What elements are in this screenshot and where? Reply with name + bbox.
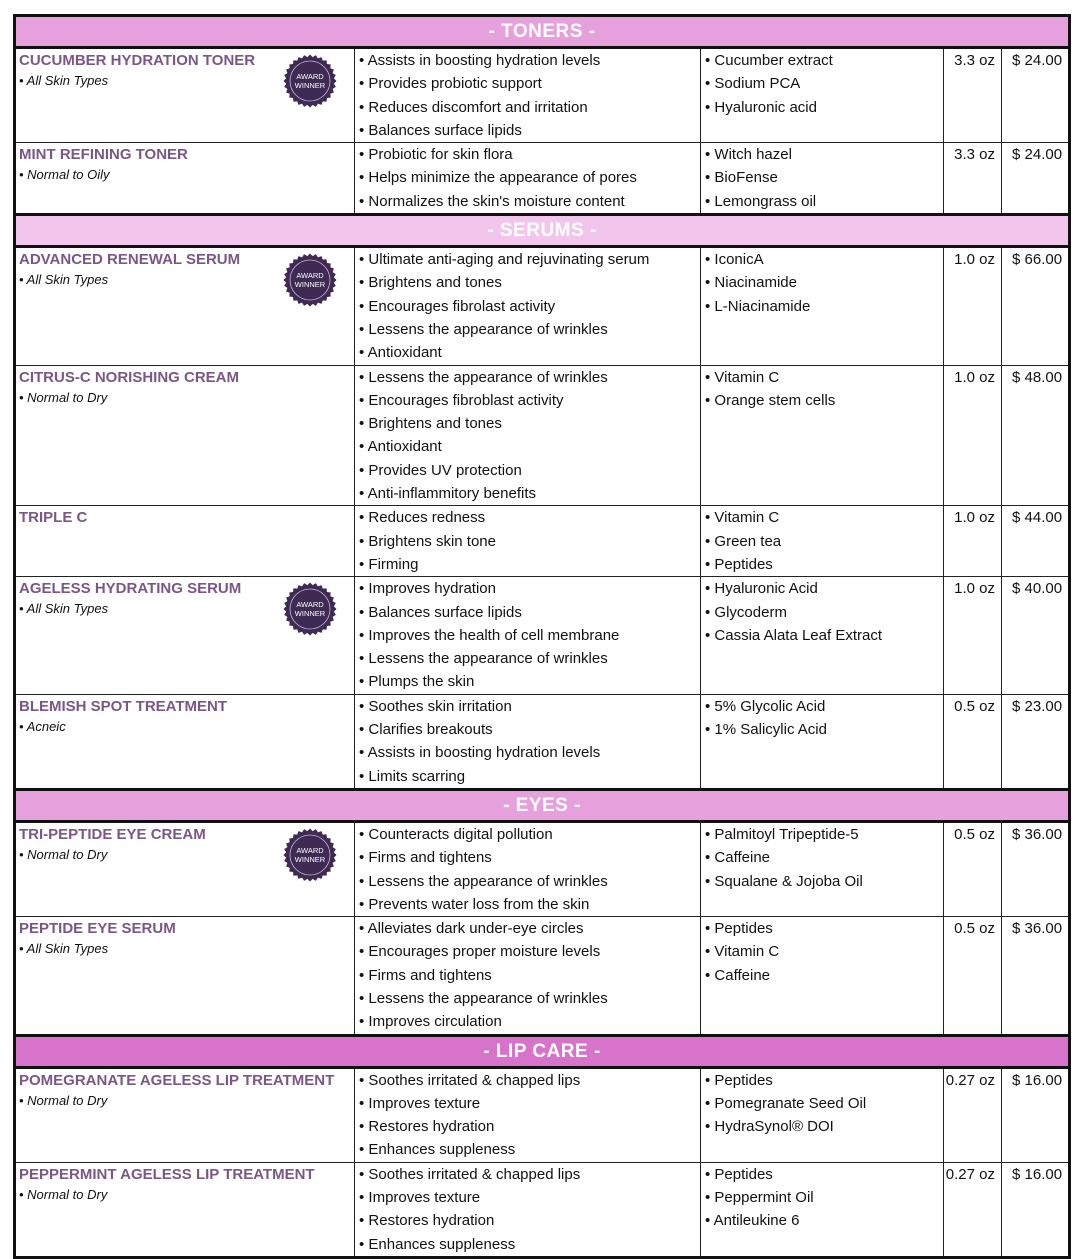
product-size: 0.5 oz — [944, 821, 1002, 916]
product-name: ADVANCED RENEWAL SERUM — [19, 251, 241, 269]
ingredient-item: • Caffeine — [705, 849, 771, 867]
benefit-item: • Encourages proper moisture levels — [359, 943, 601, 961]
section-header-serums — [15, 215, 1070, 247]
ingredient-item: • Lemongrass oil — [705, 192, 817, 210]
product-name: BLEMISH SPOT TREATMENT — [19, 697, 228, 715]
benefit-item: • Limits scarring — [359, 767, 466, 785]
product-name: PEPTIDE EYE SERUM — [19, 920, 176, 938]
ingredients-cell — [701, 48, 944, 143]
ingredients-list — [701, 695, 943, 742]
product-size: 0.5 oz — [944, 917, 1002, 1035]
skin-type: • All Skin Types — [19, 272, 109, 288]
benefits-list — [355, 917, 700, 1033]
skin-type: • All Skin Types — [19, 941, 109, 957]
skin-type: • Normal to Dry — [19, 389, 108, 405]
product-row — [15, 506, 1070, 577]
benefit-item: • Firms and tightens — [359, 849, 492, 867]
skin-type: • Normal to Dry — [19, 846, 108, 862]
product-cell — [15, 821, 355, 916]
ingredients-cell — [701, 577, 944, 694]
ingredient-item: • Squalane & Jojoba Oil — [705, 872, 863, 890]
benefit-item: • Helps minimize the appearance of pores — [359, 169, 637, 187]
benefit-item: • Brightens and tones — [359, 415, 502, 433]
product-row — [15, 48, 1070, 143]
ingredients-list — [701, 1163, 943, 1233]
ingredients-list — [701, 917, 943, 987]
ingredient-item: • Palmitoyl Tripeptide-5 — [705, 825, 859, 843]
ingredient-item: • HydraSynol® DOI — [705, 1118, 834, 1136]
award-winner-badge-icon — [283, 253, 337, 307]
ingredient-item: • Glycoderm — [705, 603, 787, 621]
benefits-cell — [355, 247, 701, 365]
ingredients-cell — [701, 917, 944, 1035]
badge-text: AWARD — [296, 72, 324, 81]
award-winner-badge-icon — [283, 582, 337, 636]
benefit-item: • Restores hydration — [359, 1212, 495, 1230]
benefits-cell — [355, 917, 701, 1035]
product-price: $ 40.00 — [1002, 577, 1070, 694]
benefit-item: • Reduces discomfort and irritation — [359, 98, 588, 116]
section-title: - EYES - — [15, 789, 1070, 821]
skin-type: • Normal to Dry — [19, 1186, 108, 1202]
ingredient-item: • Sodium PCA — [705, 75, 801, 93]
benefit-item: • Lessens the appearance of wrinkles — [359, 368, 608, 386]
product-cell — [15, 506, 355, 577]
benefit-item: • Ultimate anti-aging and rejuvinating serum — [359, 251, 650, 269]
benefits-list — [355, 366, 700, 506]
ingredient-item: • Niacinamide — [705, 274, 797, 292]
ingredients-cell — [701, 1162, 944, 1257]
benefits-list — [355, 577, 700, 693]
skin-type: • Normal to Dry — [19, 1092, 108, 1108]
benefit-item: • Anti-inflammitory benefits — [359, 485, 536, 503]
product-price: $ 23.00 — [1002, 694, 1070, 789]
benefit-item: • Enhances suppleness — [359, 1235, 516, 1253]
product-name: PEPPERMINT AGELESS LIP TREATMENT — [19, 1165, 315, 1183]
product-cell — [15, 1162, 355, 1257]
benefit-item: • Brightens and tones — [359, 274, 502, 292]
benefits-list — [355, 143, 700, 213]
product-row — [15, 694, 1070, 789]
benefits-cell — [355, 694, 701, 789]
benefits-cell — [355, 1067, 701, 1162]
award-winner-badge-icon — [283, 54, 337, 108]
product-cell — [15, 247, 355, 365]
benefits-cell — [355, 1162, 701, 1257]
benefit-item: • Firms and tightens — [359, 966, 492, 984]
product-row — [15, 143, 1070, 215]
product-price: $ 36.00 — [1002, 821, 1070, 916]
product-price: $ 48.00 — [1002, 365, 1070, 506]
skin-type: • All Skin Types — [19, 73, 109, 88]
product-size: 3.3 oz — [944, 48, 1002, 143]
product-size: 0.5 oz — [944, 694, 1002, 789]
product-cell — [15, 577, 355, 694]
product-price: $ 24.00 — [1002, 48, 1070, 143]
section-title: - SERUMS - — [15, 215, 1070, 247]
ingredients-list — [701, 1069, 943, 1139]
product-table — [13, 14, 1071, 1259]
ingredient-item: • Peptides — [705, 1071, 773, 1089]
benefit-item: • Encourages fibroblast activity — [359, 391, 564, 409]
benefit-item: • Balances surface lipids — [359, 121, 522, 139]
badge-text: AWARD — [296, 271, 324, 281]
ingredients-list — [701, 506, 943, 576]
product-price: $ 16.00 — [1002, 1162, 1070, 1257]
benefit-item: • Provides probiotic support — [359, 75, 542, 93]
ingredients-list — [701, 577, 943, 647]
skin-type: • Acneic — [19, 718, 66, 734]
benefit-item: • Improves the health of cell membrane — [359, 626, 620, 644]
benefit-item: • Lessens the appearance of wrinkles — [359, 650, 608, 668]
benefits-cell — [355, 821, 701, 916]
benefit-item: • Improves texture — [359, 1189, 481, 1207]
product-row — [15, 247, 1070, 365]
benefit-item: • Lessens the appearance of wrinkles — [359, 989, 608, 1007]
ingredient-item: • Vitamin C — [705, 943, 780, 961]
ingredient-item: • Peptides — [705, 1165, 773, 1183]
ingredients-cell — [701, 143, 944, 215]
benefit-item: • Counteracts digital pollution — [359, 825, 553, 843]
product-cell — [15, 143, 355, 215]
product-cell — [15, 48, 355, 143]
section-title: - LIP CARE - — [15, 1035, 1070, 1067]
benefit-item: • Enhances suppleness — [359, 1141, 516, 1159]
benefits-list — [355, 823, 700, 916]
product-table-sheet — [13, 14, 1068, 1259]
ingredient-item: • IconicA — [705, 251, 764, 269]
product-cell — [15, 694, 355, 789]
benefit-item: • Provides UV protection — [359, 461, 522, 479]
badge-text: WINNER — [294, 81, 326, 90]
benefit-item: • Soothes irritated & chapped lips — [359, 1071, 581, 1089]
ingredient-item: • Hyaluronic Acid — [705, 580, 818, 598]
ingredient-item: • Antileukine 6 — [705, 1212, 800, 1230]
section-header-eyes — [15, 789, 1070, 821]
skin-type: • Normal to Oily — [19, 167, 110, 183]
product-cell — [15, 365, 355, 506]
benefit-item: • Prevents water loss from the skin — [359, 895, 590, 913]
product-cell — [15, 1067, 355, 1162]
ingredients-list — [701, 248, 943, 318]
product-name: TRIPLE C — [19, 509, 88, 527]
benefit-item: • Balances surface lipids — [359, 603, 522, 621]
benefit-item: • Normalizes the skin's moisture content — [359, 192, 625, 210]
product-name: CUCUMBER HYDRATION TONER — [19, 52, 256, 69]
benefit-item: • Antioxidant — [359, 438, 442, 456]
ingredient-item: • Cassia Alata Leaf Extract — [705, 626, 883, 644]
benefits-cell — [355, 48, 701, 143]
ingredients-cell — [701, 694, 944, 789]
benefit-item: • Soothes irritated & chapped lips — [359, 1165, 581, 1183]
ingredient-item: • Peptides — [705, 555, 773, 573]
benefit-item: • Restores hydration — [359, 1118, 495, 1136]
benefit-item: • Assists in boosting hydration levels — [359, 744, 601, 762]
benefits-cell — [355, 577, 701, 694]
ingredient-item: • Peptides — [705, 920, 773, 938]
product-name: TRI-PEPTIDE EYE CREAM — [19, 825, 206, 843]
ingredient-item: • Orange stem cells — [705, 391, 836, 409]
benefit-item: • Reduces redness — [359, 509, 486, 527]
badge-text: WINNER — [294, 609, 326, 619]
benefits-list — [355, 1069, 700, 1162]
benefits-cell — [355, 365, 701, 506]
product-size: 3.3 oz — [944, 143, 1002, 215]
section-title: - TONERS - — [15, 16, 1070, 48]
benefit-item: • Clarifies breakouts — [359, 721, 493, 739]
ingredients-cell — [701, 821, 944, 916]
product-row — [15, 577, 1070, 694]
badge-text: WINNER — [294, 280, 326, 290]
benefit-item: • Probiotic for skin flora — [359, 146, 513, 164]
product-size: 0.27 oz — [944, 1162, 1002, 1257]
ingredient-item: • Green tea — [705, 532, 782, 550]
product-size: 1.0 oz — [944, 577, 1002, 694]
product-name: MINT REFINING TONER — [19, 146, 188, 164]
product-size: 1.0 oz — [944, 506, 1002, 577]
ingredients-list — [701, 823, 943, 893]
benefit-item: • Encourages fibrolast activity — [359, 297, 556, 315]
product-name: CITRUS-C NORISHING CREAM — [19, 368, 239, 386]
ingredients-list — [701, 366, 943, 413]
ingredient-item: • L-Niacinamide — [705, 297, 811, 315]
product-price: $ 36.00 — [1002, 917, 1070, 1035]
benefit-item: • Lessens the appearance of wrinkles — [359, 320, 608, 338]
benefits-list — [355, 506, 700, 576]
product-size: 0.27 oz — [944, 1067, 1002, 1162]
ingredient-item: • Vitamin C — [705, 509, 780, 527]
ingredient-item: • 1% Salicylic Acid — [705, 721, 827, 739]
section-header-toners — [15, 16, 1070, 48]
product-row — [15, 1067, 1070, 1162]
ingredient-item: • Vitamin C — [705, 368, 780, 386]
ingredients-cell — [701, 247, 944, 365]
benefit-item: • Soothes skin irritation — [359, 697, 512, 715]
product-price: $ 24.00 — [1002, 143, 1070, 215]
ingredients-cell — [701, 506, 944, 577]
ingredient-item: • BioFense — [705, 169, 778, 187]
benefit-item: • Brightens skin tone — [359, 532, 496, 550]
benefit-item: • Antioxidant — [359, 344, 442, 362]
benefits-cell — [355, 143, 701, 215]
product-price: $ 66.00 — [1002, 247, 1070, 365]
ingredients-cell — [701, 365, 944, 506]
product-row — [15, 1162, 1070, 1257]
benefit-item: • Firming — [359, 555, 419, 573]
benefits-list — [355, 49, 700, 142]
benefits-list — [355, 1163, 700, 1256]
badge-text: AWARD — [296, 600, 324, 610]
benefit-item: • Alleviates dark under-eye circles — [359, 920, 584, 938]
product-price: $ 16.00 — [1002, 1067, 1070, 1162]
ingredients-cell — [701, 1067, 944, 1162]
benefit-item: • Plumps the skin — [359, 673, 475, 691]
product-row — [15, 821, 1070, 916]
benefit-item: • Improves circulation — [359, 1013, 502, 1031]
product-size: 1.0 oz — [944, 247, 1002, 365]
ingredient-item: • Peppermint Oil — [705, 1189, 814, 1207]
ingredients-list — [701, 49, 943, 119]
ingredient-item: • Cucumber extract — [705, 52, 833, 69]
product-price: $ 44.00 — [1002, 506, 1070, 577]
benefits-list — [355, 248, 700, 364]
ingredient-item: • Pomegranate Seed Oil — [705, 1094, 867, 1112]
ingredient-item: • Witch hazel — [705, 146, 792, 164]
badge-text: AWARD — [296, 845, 324, 855]
benefit-item: • Improves texture — [359, 1094, 481, 1112]
ingredient-item: • Hyaluronic acid — [705, 98, 817, 116]
product-name: POMEGRANATE AGELESS LIP TREATMENT — [19, 1071, 335, 1089]
award-winner-badge-icon — [283, 828, 337, 882]
ingredient-item: • Caffeine — [705, 966, 771, 984]
badge-text: WINNER — [294, 854, 326, 864]
product-row — [15, 365, 1070, 506]
product-name: AGELESS HYDRATING SERUM — [19, 580, 242, 598]
product-row — [15, 917, 1070, 1035]
product-cell — [15, 917, 355, 1035]
ingredients-list — [701, 143, 943, 213]
benefit-item: • Improves hydration — [359, 580, 496, 598]
benefits-cell — [355, 506, 701, 577]
benefit-item: • Lessens the appearance of wrinkles — [359, 872, 608, 890]
benefits-list — [355, 695, 700, 788]
skin-type: • All Skin Types — [19, 601, 109, 617]
ingredient-item: • 5% Glycolic Acid — [705, 697, 826, 715]
benefit-item: • Assists in boosting hydration levels — [359, 52, 601, 69]
product-size: 1.0 oz — [944, 365, 1002, 506]
section-header-lipcare — [15, 1035, 1070, 1067]
